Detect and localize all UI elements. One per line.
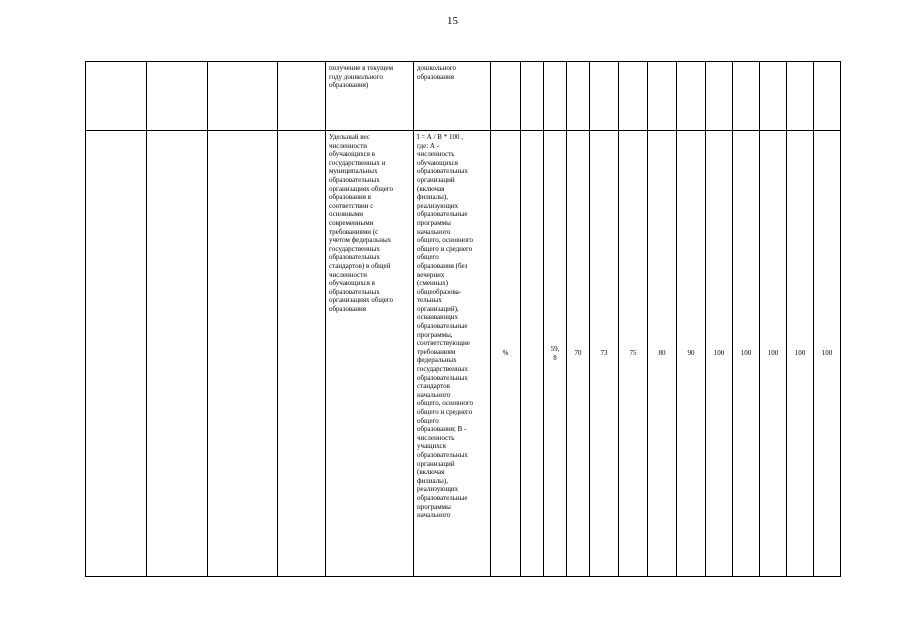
table-cell [677, 62, 706, 131]
page-number: 15 [447, 15, 458, 27]
value-cell: 100 [706, 131, 733, 577]
value-cell: 80 [648, 131, 677, 577]
table-cell [544, 62, 567, 131]
indicator-text: получение в текущем году дошкольного образования) [329, 64, 394, 90]
formula-text: I = А / В * 100 , где: А - численность обучающихся образовательных организаций (включая филиалы), реализующих образовательные программы начального общего, основного общего и среднего общего образования (без вечерних (сменных) общеобразова- тельных организаций), осваивающих образовательные программы, соответствующие требованиям федеральных государственных образовательных стандартов начального общего, основного общего и среднего общего образования; В - численность учащихся образовательных организаций (включая филиалы), реализующих образовательные программы начального [417, 133, 474, 520]
indicators-table [85, 61, 841, 577]
table-cell [278, 62, 326, 131]
table-cell [787, 62, 814, 131]
table-cell [619, 62, 648, 131]
table-cell [208, 62, 278, 131]
formula-cell [414, 131, 491, 577]
indicator-text: Удельный вес численности обучающихся в государственных и муниципальных образовательных организациях общего образования в соответствии с основными современными требованиями (с учетом федеральных государственных образовательных стандартов) в общей численности обучающихся в образовательных организациях общего образования [329, 133, 394, 313]
table-cell [147, 62, 208, 131]
table-cell [814, 62, 841, 131]
value-cell [544, 131, 567, 577]
value-cell: 100 [787, 131, 814, 577]
value-cell: 73 [590, 131, 619, 577]
table-cell [648, 62, 677, 131]
table-cell [590, 62, 619, 131]
value-cell: 90 [677, 131, 706, 577]
table-cell [760, 62, 787, 131]
base-value-cell [521, 131, 544, 577]
table-cell [521, 62, 544, 131]
table-cell [208, 131, 278, 577]
value-cell: 70 [567, 131, 590, 577]
formula-cell [414, 62, 491, 131]
value-text: 59, 8 [550, 344, 560, 362]
indicator-cell [326, 131, 414, 577]
unit-cell: % [491, 131, 521, 577]
value-cell: 75 [619, 131, 648, 577]
table-cell [706, 62, 733, 131]
table-cell [278, 131, 326, 577]
table-cell [147, 131, 208, 577]
table-cell [491, 62, 521, 131]
table-cell [733, 62, 760, 131]
table-cell [86, 131, 147, 577]
value-cell: 100 [760, 131, 787, 577]
indicator-cell [326, 62, 414, 131]
table-row [86, 131, 841, 577]
formula-text: дошкольного образования [417, 64, 457, 81]
table-cell [567, 62, 590, 131]
value-cell: 100 [733, 131, 760, 577]
table-cell [86, 62, 147, 131]
value-cell: 100 [814, 131, 841, 577]
table-row [86, 62, 841, 131]
